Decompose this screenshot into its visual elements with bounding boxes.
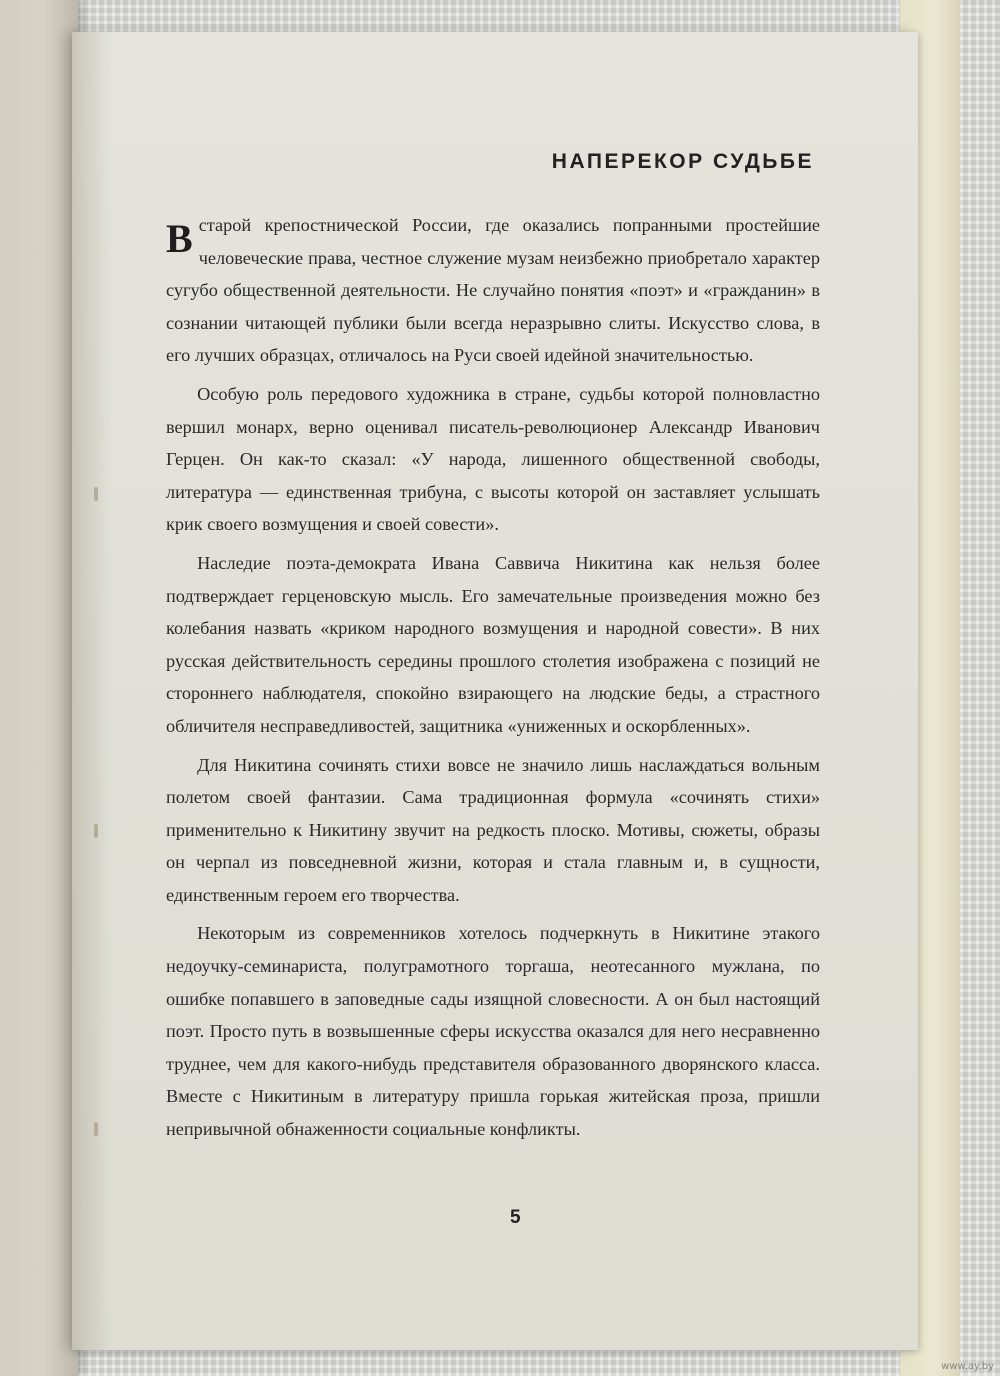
drop-cap: В: [166, 216, 193, 261]
paragraph-4: Для Никитина сочинять стихи вовсе не значило лишь наслаждаться вольным полетом своей фантазии. Сама традиционная формула «сочинять стихи» применительно к Никитину звучит на редкость плоско. Мотивы, сюжеты, образы он черпал из повседневной жизни, которая и стала главным и, в сущности, единственным героем его творчества.: [166, 754, 820, 905]
paragraph-1-text: старой крепостнической России, где оказались попранными простейшие человеческие права, честное служение музам неизбежно приобретало характер сугубо общественной деятельности. Не случайно понятия «поэт» и «гражданин» в сознании читающей публики были всегда неразрывно слиты. Искусство слова, в его лучших образцах, отличалось на Руси своей идейной значительностью.: [166, 215, 820, 366]
paragraph-5: Некоторым из современников хотелось подчеркнуть в Никитине этакого недоучку-семинариста, полуграмотного торгаша, неотесанного мужлана, по ошибке попавшего в заповедные сады изящной словесности. А он был настоящий поэт. Просто путь в возвышенные сферы искусства оказался для него несравненно труднее, чем для какого-нибудь представителя образованного дворянского класса. Вместе с Никитиным в литературу пришла горькая житейская проза, пришли непривычной обнаженности социальные конфликты.: [166, 923, 820, 1140]
binding-stitch: [94, 1122, 98, 1136]
spine-shadow: [72, 32, 112, 1350]
book-page: [72, 32, 918, 1350]
chapter-body: [166, 209, 820, 1146]
binding-stitch: [94, 487, 98, 501]
facing-left-page: [0, 0, 78, 1376]
paragraph-1: [166, 209, 820, 372]
watermark: www.ay.by: [941, 1361, 994, 1372]
chapter-heading: НАПЕРЕКОР СУДЬБЕ: [551, 150, 814, 173]
binding-stitch: [94, 824, 98, 838]
page-number: 5: [510, 1207, 521, 1228]
paragraph-2: Особую роль передового художника в стране, судьбы которой полновластно вершил монарх, верно оценивал писатель-революционер Александр Иванович Герцен. Он как-то сказал: «У народа, лишенного общественной свободы, литература — единственная трибуна, с высоты которой он заставляет услышать крик своего возмущения и своей совести».: [166, 383, 820, 535]
paragraph-3: Наследие поэта-демократа Ивана Саввича Никитина как нельзя более подтверждает герценовскую мысль. Его замечательные произведения можно без колебания назвать «криком народного возмущения и народной совести». В них русская действительность середины прошлого столетия изображена с позиций не стороннего наблюдателя, спокойно взирающего на людские беды, а страстного обличителя несправедливостей, защитника «униженных и оскорбленных».: [166, 552, 820, 736]
